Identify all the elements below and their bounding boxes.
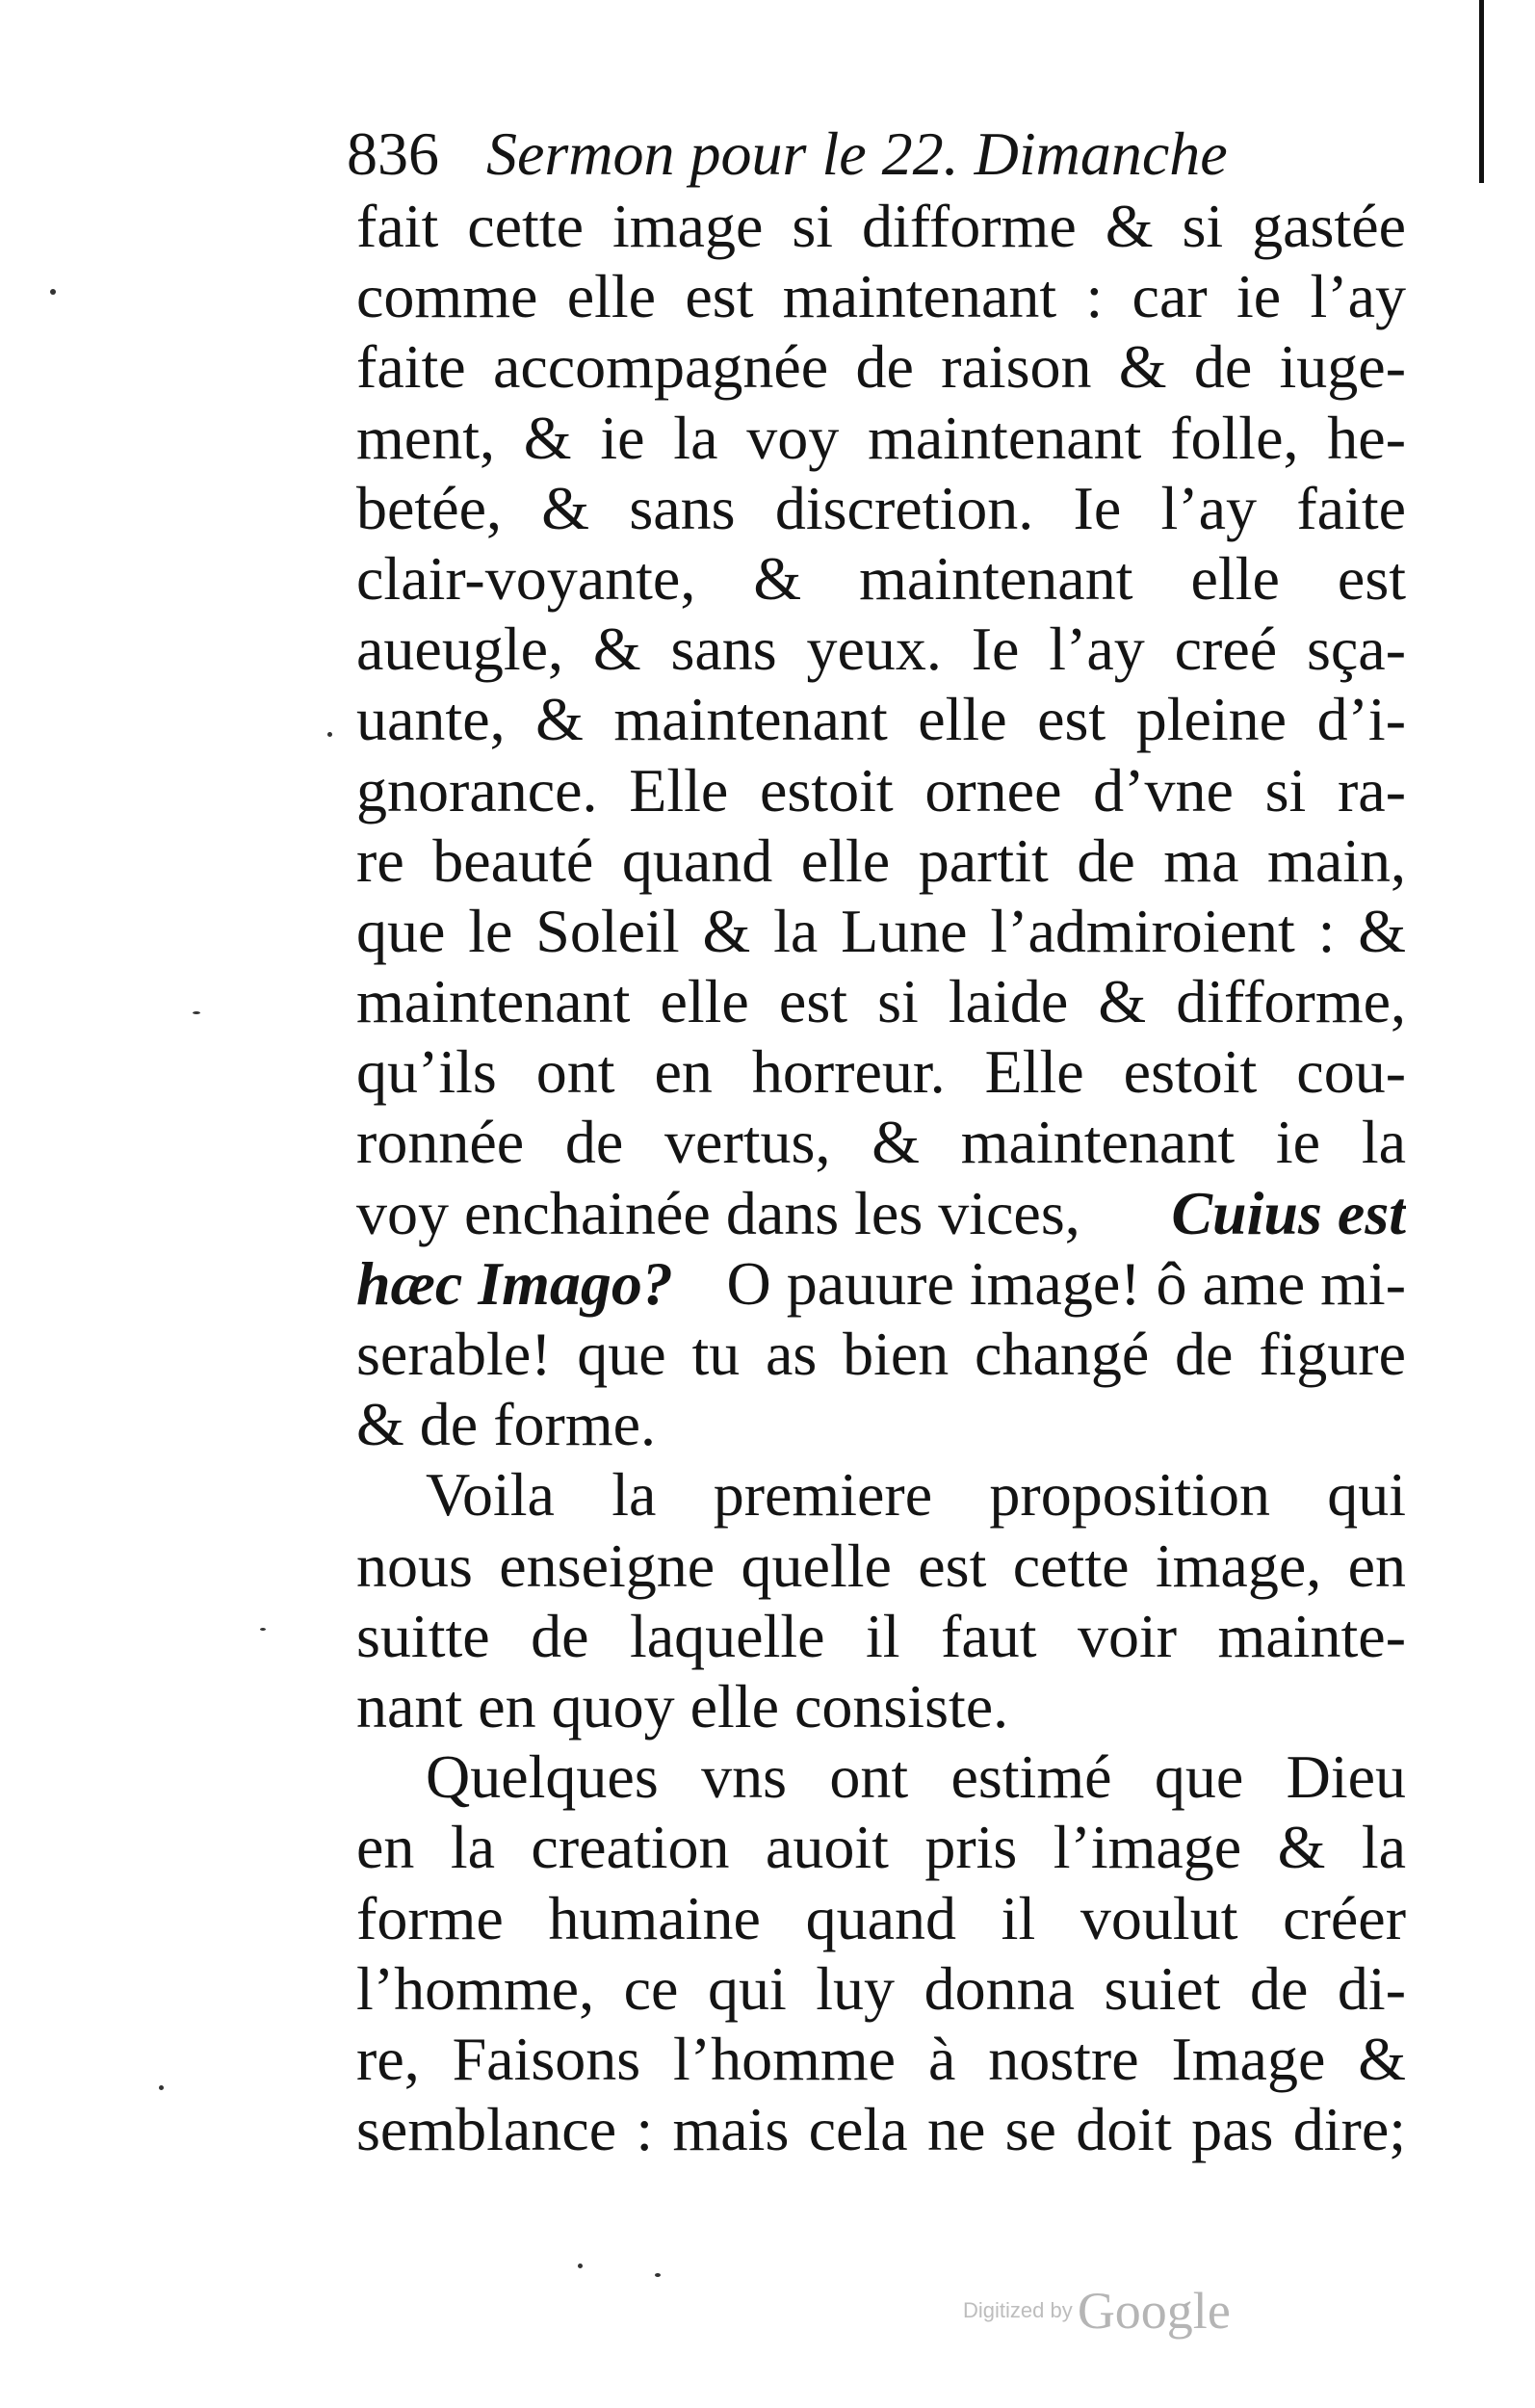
text-line — [356, 403, 1406, 473]
page-number: 836 — [347, 119, 439, 188]
line-text: & de forme. — [356, 1390, 656, 1459]
line-text: betée, & sans discretion. Ie l’ay faite — [356, 473, 1406, 542]
text-line — [356, 1389, 1406, 1459]
line-text: clair-voyante, & maintenant elle est — [356, 543, 1406, 613]
text-line — [356, 543, 1406, 614]
print-speck — [655, 2273, 661, 2277]
text-line — [356, 1107, 1406, 1177]
line-text: re beauté quand elle partit de ma main, — [356, 825, 1406, 895]
line-text: voy enchainée dans les vices, — [356, 1178, 1080, 1247]
line-text: suitte de laquelle il faut voir mainte- — [356, 1601, 1406, 1670]
line-text: gnorance. Elle estoit ornee d’vne si ra- — [356, 755, 1406, 824]
text-line — [356, 1459, 1406, 1530]
line-text: O pauure image! ô ame mi- — [726, 1248, 1406, 1318]
print-speck — [159, 2085, 164, 2090]
text-line — [356, 614, 1406, 684]
latin-quote: hæc Imago? — [356, 1248, 673, 1318]
text-line — [356, 2024, 1406, 2094]
text-line — [356, 2094, 1406, 2164]
line-text: en la creation auoit pris l’image & la — [356, 1813, 1406, 1882]
line-text: aueugle, & sans yeux. Ie l’ay creé sça- — [356, 615, 1406, 684]
text-line — [356, 1812, 1406, 1882]
line-text: qu’ils ont en horreur. Elle estoit cou- — [356, 1037, 1406, 1107]
text-line — [356, 1248, 1406, 1319]
text-line — [356, 684, 1406, 754]
print-speck — [193, 1011, 200, 1014]
line-text: Quelques vns ont estimé que Dieu — [426, 1742, 1406, 1812]
line-text: Voila la premiere proposition qui — [426, 1460, 1406, 1530]
line-text: re, Faisons l’homme à nostre Image & — [356, 2024, 1406, 2093]
print-speck — [578, 2264, 583, 2268]
text-line — [356, 1953, 1406, 2024]
text-line — [356, 473, 1406, 543]
print-speck — [260, 1628, 266, 1631]
running-head: Sermon pour le 22. Dimanche — [486, 119, 1228, 188]
print-speck — [50, 289, 56, 295]
text-line — [356, 261, 1406, 331]
print-speck — [327, 732, 332, 737]
text-line — [356, 1601, 1406, 1671]
text-line — [356, 825, 1406, 896]
text-line — [356, 1671, 1406, 1741]
line-text: l’homme, ce qui luy donna suiet de di- — [356, 1953, 1406, 2023]
latin-quote: Cuius est — [1171, 1178, 1406, 1247]
watermark-prefix: Digitized by — [963, 2298, 1073, 2322]
text-line — [356, 1741, 1406, 1812]
line-text: comme elle est maintenant : car ie l’ay — [356, 262, 1406, 331]
text-line — [356, 1883, 1406, 1953]
line-text: serable! que tu as bien changé de figure — [356, 1320, 1406, 1388]
text-line — [356, 896, 1406, 966]
line-text: faite accompagnée de raison & de iuge- — [356, 332, 1406, 402]
text-line — [356, 966, 1406, 1036]
page-edge-rule — [1479, 0, 1484, 183]
digitized-watermark — [963, 2281, 1348, 2348]
line-text: nous enseigne quelle est cette image, en — [356, 1531, 1406, 1600]
line-text: uante, & maintenant elle est pleine d’i- — [356, 685, 1406, 754]
line-text: maintenant elle est si laide & difforme, — [356, 967, 1406, 1036]
text-line — [356, 1319, 1406, 1389]
line-text: semblance : mais cela ne se doit pas dire; — [356, 2095, 1406, 2164]
sermon-text — [356, 191, 1406, 2164]
line-text: nant en quoy elle consiste. — [356, 1671, 1009, 1741]
text-line — [356, 331, 1406, 402]
line-text: ment, & ie la voy maintenant folle, he- — [356, 403, 1406, 472]
text-line — [356, 1036, 1406, 1107]
line-text: fait cette image si difforme & si gastée — [356, 192, 1406, 260]
line-text: que le Soleil & la Lune l’admiroient : & — [356, 896, 1406, 965]
text-line — [356, 1178, 1406, 1248]
text-line — [356, 1531, 1406, 1601]
text-line — [356, 191, 1406, 261]
watermark-brand: Google — [1077, 2282, 1231, 2340]
line-text: ronnée de vertus, & maintenant ie la — [356, 1108, 1406, 1177]
page-header — [347, 116, 1310, 193]
text-line — [356, 755, 1406, 825]
line-text: forme humaine quand il voulut créer — [356, 1883, 1406, 1952]
